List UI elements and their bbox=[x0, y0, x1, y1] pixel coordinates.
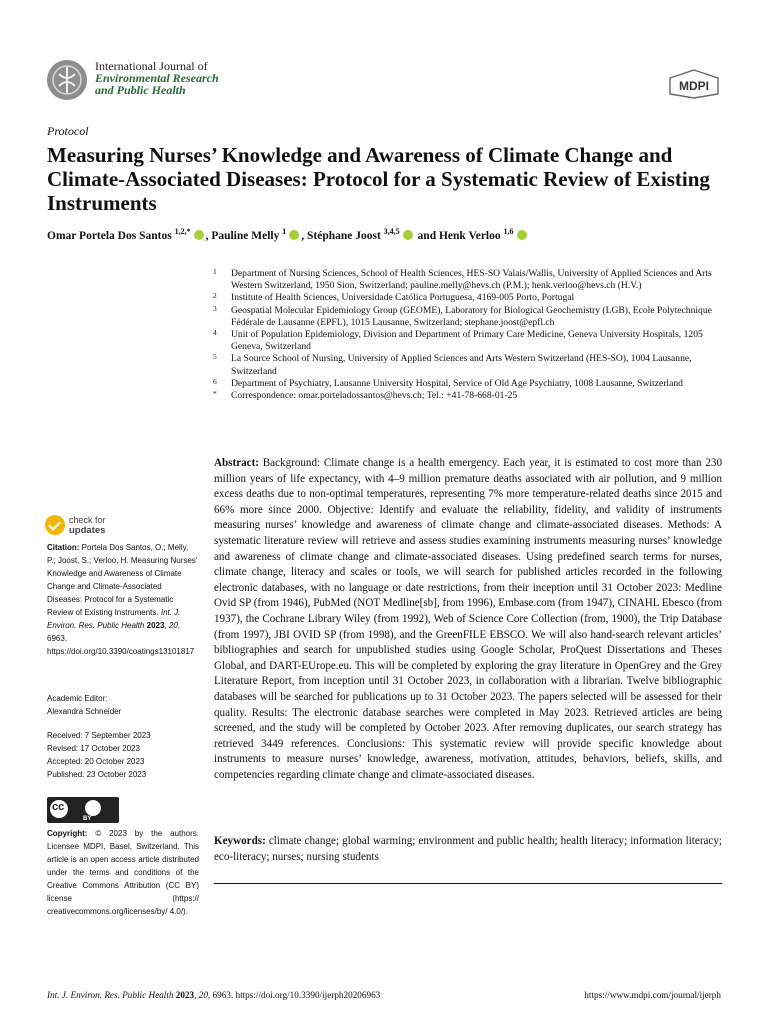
by-person-icon bbox=[85, 800, 101, 816]
author-name[interactable]: Stéphane Joost bbox=[306, 229, 381, 242]
affiliation-text: Department of Psychiatry, Lausanne University Hospital, Service of Old Age Psychiatry, 1008 Lausanne, Switzerland bbox=[231, 377, 683, 389]
article-title: Measuring Nurses’ Knowledge and Awareness of Climate Change and Climate-Associated Diseases: Protocol for a Systematic Review of Existing Instruments bbox=[47, 143, 710, 215]
abstract-text: Background: Climate change is a health emergency. Each year, it is estimated to cost more than 230 million years of life expectancy, with 4–9 million premature deaths associated with air pollution, and 9 million excess deaths due to non-optimal temperatures, representing 7% more temperature-related deaths since 2015 and 66% more since 2000. Objective: Identify and evaluate the reliability, fidelity, and validity of instruments measuring nurses’ knowledge and awareness of climate change and climate-associated diseases. Methods: A systematic literature review will retrieve and assess studies examining instruments measuring nurses’ knowledge and awareness of climate change and climate-associated diseases. Using predefined search terms for nurses, climate change, literacy and scales or tools, we will search for published articles recorded in the following electronic databases, with no language or date restrictions, from their inception until 31 October 2023: Medline Ovid SP (from 1946), PubMed (NOT Medline[sb], from 1996), Embase.com (from 1947), CINAHL Ebesco (from 1937), the Cochrane Library Wiley (from 1992), Web of Science Core Collection (from, 1900), the Trip Database (from 1997), JBI OVID SP (from 1998), and the GreenFILE EBSCO. We will also hand-search relevant articles’ bibliographies and search for unpublished studies using Google Scholar, ProQuest Dissertations and Theses Global, and DART-EUrope.eu. This will be completed by exploring the gray literature in OpenGrey and the Grey Literature Report, from inception until 31 October 2023, in collaboration with a librarian. Twelve bibliographic databases will be searched for publications up to 31 October 2023. The papers selected will be assessed for their quality. Results: The electronic database searches were completed in May 2023. Retrieved articles are being screened, and the study will be completed by October 2023. After removing duplicates, our search strategy has retrieved 3449 references. Conclusions: This systematic review will provide specific knowledge about instruments to measure nurses’ knowledge, awareness, motivation, attitudes, behaviors, beliefs, skills, and competencies regarding climate change and climate-associated diseases. bbox=[214, 457, 722, 781]
affiliations bbox=[213, 268, 723, 402]
author-affiliation-sup: 1 bbox=[282, 227, 287, 236]
orcid-icon[interactable] bbox=[194, 230, 204, 240]
journal-name bbox=[95, 60, 315, 96]
affiliation-text: La Source School of Nursing, University of Applied Sciences and Arts Western Switzerland (HES-SO), 1004 Lausanne, Switzerland bbox=[231, 353, 692, 377]
article-type: Protocol bbox=[47, 124, 89, 138]
citation-doi[interactable]: , 6963. https://doi.org/10.3390/coatings13101817 bbox=[47, 621, 195, 656]
accepted-date: Accepted: 20 October 2023 bbox=[47, 757, 145, 766]
author-affiliation-sup: 3,4,5 bbox=[383, 227, 400, 236]
keywords-text: climate change; global warming; environment and public health; health literacy; information literacy; eco-literacy; nurses; nursing students bbox=[214, 835, 722, 863]
author-affiliation-sup: 1,2,* bbox=[174, 227, 191, 236]
mdpi-logo-text: MDPI bbox=[679, 79, 709, 93]
author-separator: , bbox=[205, 229, 209, 242]
journal-logo bbox=[47, 60, 87, 100]
footer-year: 2023 bbox=[175, 990, 195, 1000]
revised-date: Revised: 17 October 2023 bbox=[47, 744, 140, 753]
affiliation-number: 2 bbox=[213, 291, 217, 301]
copyright bbox=[47, 827, 199, 918]
citation-volume: 20 bbox=[168, 621, 178, 630]
affiliation-item bbox=[213, 305, 723, 329]
affiliation-text: Department of Nursing Sciences, School of Health Sciences, HES-SO Valais/Wallis, University of Applied Sciences and Arts Western Switzerland, 1950 Sion, Switzerland; pauline.melly@hevs.ch (P.M.); henk.verloo@hevs.ch (H.V.) bbox=[231, 268, 712, 292]
citation-label: Citation: bbox=[47, 543, 80, 552]
orcid-icon[interactable] bbox=[289, 230, 299, 240]
copyright-text: © 2023 by the authors. Licensee MDPI, Basel, Switzerland. This article is an open access article distributed under the terms and conditions of the Creative Commons Attribution (CC BY) license (https:// creativecommons.org/licenses/by/ 4.0/). bbox=[47, 829, 199, 916]
journal-name-line2: Environmental Research bbox=[95, 71, 219, 85]
journal-logo-icon bbox=[47, 60, 87, 100]
cc-by-license-badge[interactable] bbox=[47, 797, 119, 823]
check-icon bbox=[45, 515, 65, 535]
article-dates bbox=[47, 729, 199, 781]
affiliation-number: * bbox=[213, 389, 217, 399]
author-list bbox=[47, 227, 767, 242]
footer-doi[interactable]: , 6963. https://doi.org/10.3390/ijerph20206963 bbox=[207, 990, 381, 1000]
editor-label: Academic Editor: bbox=[47, 694, 108, 703]
footer-citation: Int. J. Environ. Res. Public Health 2023, 20, 6963. https://doi.org/10.3390/ijerph20206963 bbox=[47, 990, 381, 1000]
author-name[interactable]: Pauline Melly bbox=[211, 229, 280, 242]
divider bbox=[214, 883, 722, 884]
correspondence bbox=[213, 390, 723, 402]
affiliation-item bbox=[213, 268, 723, 292]
mdpi-logo-icon bbox=[667, 69, 721, 99]
citation-text: Portela Dos Santos, O.; Melly, P.; Joost, S.; Verloo, H. Measuring Nurses’ Knowledge and Awareness of Climate Change and Climate-Associated Diseases: Protocol for a Systematic Review of Existing Instruments. bbox=[47, 543, 198, 617]
cc-by-text: BY bbox=[83, 816, 92, 822]
citation-year: 2023 bbox=[146, 621, 165, 630]
author-and: and bbox=[417, 229, 437, 242]
affiliation-number: 6 bbox=[213, 376, 217, 386]
journal-name-line3: and Public Health bbox=[95, 83, 186, 97]
affiliation-text: Geospatial Molecular Epidemiology Group (GEOME), Laboratory for Biological Geochemistry (LGB), Ecole Polytechnique Fédérale de Lausanne (EPFL), 1015 Lausanne, Switzerland; stephane.joost@epfl.ch bbox=[231, 304, 712, 328]
author-affiliation-sup: 1,6 bbox=[503, 227, 514, 236]
affiliation-text: Unit of Population Epidemiology, Division and Department of Primary Care Medicine, Geneva University Hospitals, 1205 Geneva, Switzerland bbox=[231, 329, 703, 353]
footer-volume: 20 bbox=[198, 990, 208, 1000]
editor-name: Alexandra Schneider bbox=[47, 707, 122, 716]
author-name[interactable]: Henk Verloo bbox=[438, 229, 501, 242]
author-separator: , bbox=[301, 229, 305, 242]
check-label-line2: updates bbox=[69, 525, 106, 536]
orcid-icon[interactable] bbox=[517, 230, 527, 240]
check-for-updates-button[interactable] bbox=[45, 513, 120, 537]
received-date: Received: 7 September 2023 bbox=[47, 731, 151, 740]
affiliation-text: Correspondence: omar.porteladossantos@hevs.ch; Tel.: +41-78-668-01-25 bbox=[231, 390, 518, 402]
affiliation-item bbox=[213, 353, 723, 377]
check-label-line1: check for bbox=[69, 515, 106, 525]
journal-name-line1: International Journal of bbox=[95, 59, 208, 73]
footer-journal-url[interactable]: https://www.mdpi.com/journal/ijerph bbox=[584, 990, 721, 1000]
affiliation-text: Institute of Health Sciences, Universidade Católica Portuguesa, 4169-005 Porto, Portugal bbox=[231, 292, 575, 304]
abstract bbox=[214, 456, 722, 783]
abstract-label: Abstract: bbox=[214, 457, 259, 469]
affiliation-number: 1 bbox=[213, 267, 217, 276]
keywords-label: Keywords: bbox=[214, 835, 266, 847]
academic-editor bbox=[47, 692, 199, 718]
copyright-label: Copyright: bbox=[47, 829, 88, 838]
citation-journal: Int. J. Environ. Res. Public Health bbox=[47, 608, 181, 630]
affiliation-number: 3 bbox=[213, 303, 217, 313]
author-name[interactable]: Omar Portela Dos Santos bbox=[47, 229, 172, 242]
citation: Citation: Portela Dos Santos, O.; Melly, P.; Joost, S.; Verloo, H. Measuring Nurses’ Knowledge and Awareness of Climate Change and Climate-Associated Diseases: Protocol for a Systematic Review of Existing Instruments. Int. J. Environ. Res. Public Health 2023, 20, 6963. https://doi.org/10.3390/coatings13101817 bbox=[47, 543, 198, 656]
footer-journal: Int. J. Environ. Res. Public Health bbox=[47, 990, 174, 1000]
keywords bbox=[214, 834, 722, 865]
affiliation-number: 5 bbox=[213, 352, 217, 362]
affiliation-item bbox=[213, 378, 723, 390]
mdpi-logo bbox=[667, 69, 721, 99]
orcid-icon[interactable] bbox=[403, 230, 413, 240]
affiliation-item bbox=[213, 292, 723, 304]
cc-icon bbox=[50, 800, 68, 818]
affiliation-item bbox=[213, 329, 723, 353]
affiliation-number: 4 bbox=[213, 328, 217, 338]
published-date: Published: 23 October 2023 bbox=[47, 770, 147, 779]
